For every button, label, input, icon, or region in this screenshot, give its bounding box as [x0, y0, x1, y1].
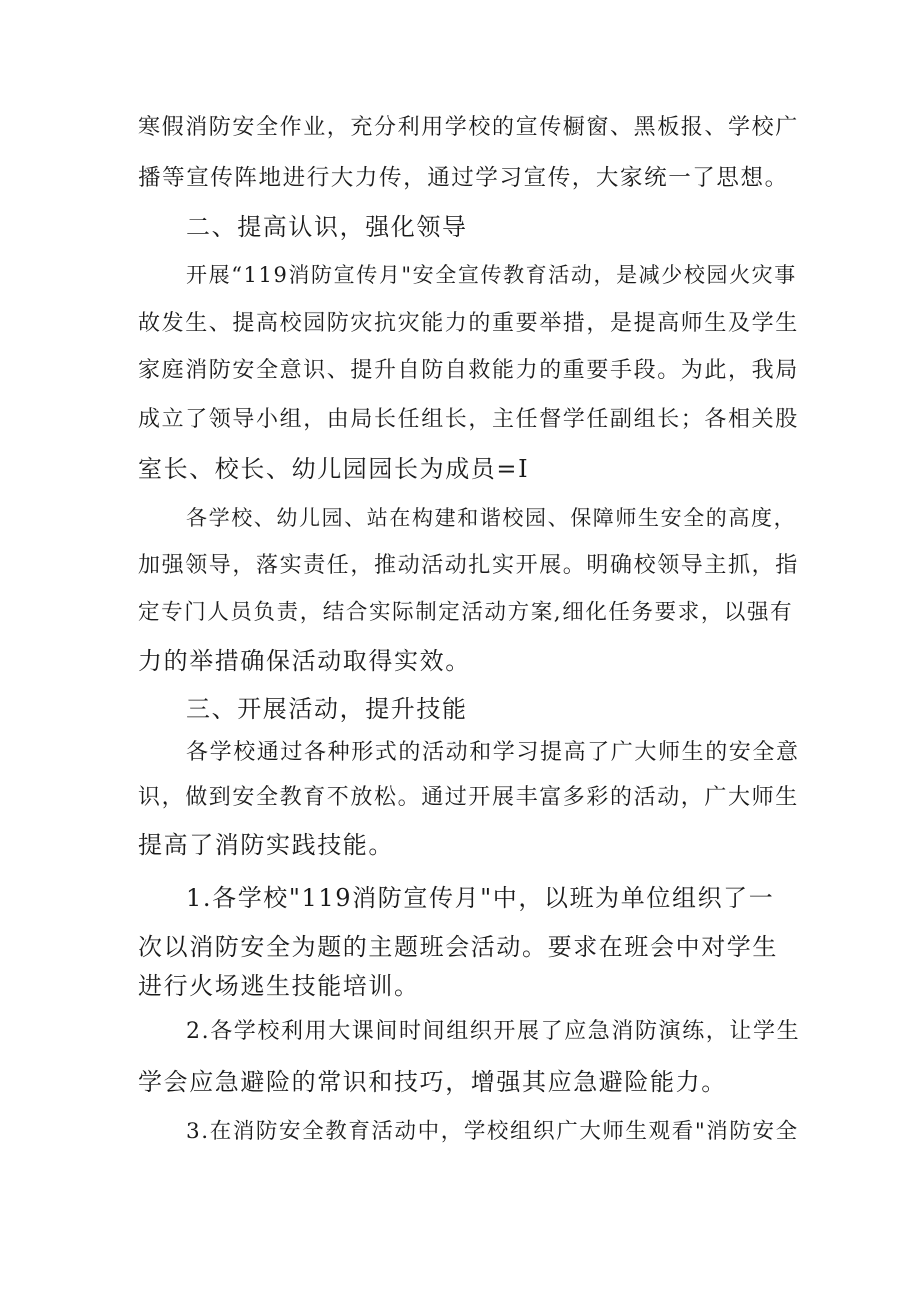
- body-text-line: 开展“119消防宣传月"安全宣传教育活动，是减少校园火灾事: [186, 263, 797, 287]
- section-heading: 三、开展活动，提升技能: [186, 695, 468, 723]
- body-text-line: 寒假消防安全作业，充分利用学校的宣传橱窗、黑板报、学校广: [138, 115, 799, 140]
- body-text-line: 各学校、幼儿园、站在构建和谐校园、保障师生安全的高度，: [186, 506, 797, 530]
- body-text-line: 家庭消防安全意识、提升自防自救能力的重要手段。为此，我局: [138, 358, 799, 383]
- section-heading: 二、提高认识，强化领导: [186, 213, 468, 241]
- list-item-line: 1.各学校"119消防宣传月"中，以班为单位组织了一: [186, 884, 775, 912]
- body-text-line: 各学校通过各种形式的活动和学习提高了广大师生的安全意: [186, 740, 800, 765]
- list-item-line: 3.在消防安全教育活动中，学校组织广大师生观看"消防安全: [186, 1119, 799, 1144]
- list-item-line: 学会应急避险的常识和技巧，增强其应急避险能力。: [138, 1068, 727, 1096]
- body-text-line: 故发生、提高校园防灾抗灾能力的重要举措，是提高师生及学生: [138, 311, 799, 336]
- body-text-line: 定专门人员负责，结合实际制定活动方案,细化任务要求，以强有: [138, 600, 794, 625]
- body-text-line: 力的举措确保活动取得实效。: [138, 647, 471, 675]
- list-item-line: 2.各学校利用大课间时间组织开展了应急消防演练，让学生: [186, 1019, 801, 1044]
- list-item-line: 进行火场逃生技能培训。: [138, 972, 420, 1000]
- body-text-line: 识，做到安全教育不放松。通过开展丰富多彩的活动，广大师生: [138, 785, 799, 810]
- body-text-line: 播等宣传阵地进行大力传，通过学习宣传，大家统一了思想。: [138, 165, 789, 191]
- body-text-line: 加强领导，落实责任，推动活动扎实开展。明确校领导主抓，指: [138, 553, 799, 578]
- body-text-line: 成立了领导小组，由局长任组长，主任督学任副组长；各相关股: [138, 407, 799, 432]
- body-text-line: 室长、校长、幼儿园园长为成员=I: [138, 455, 530, 483]
- list-item-line: 次以消防安全为题的主题班会活动。要求在班会中对学生: [138, 933, 778, 961]
- body-text-line: 提高了消防实践技能。: [138, 831, 394, 859]
